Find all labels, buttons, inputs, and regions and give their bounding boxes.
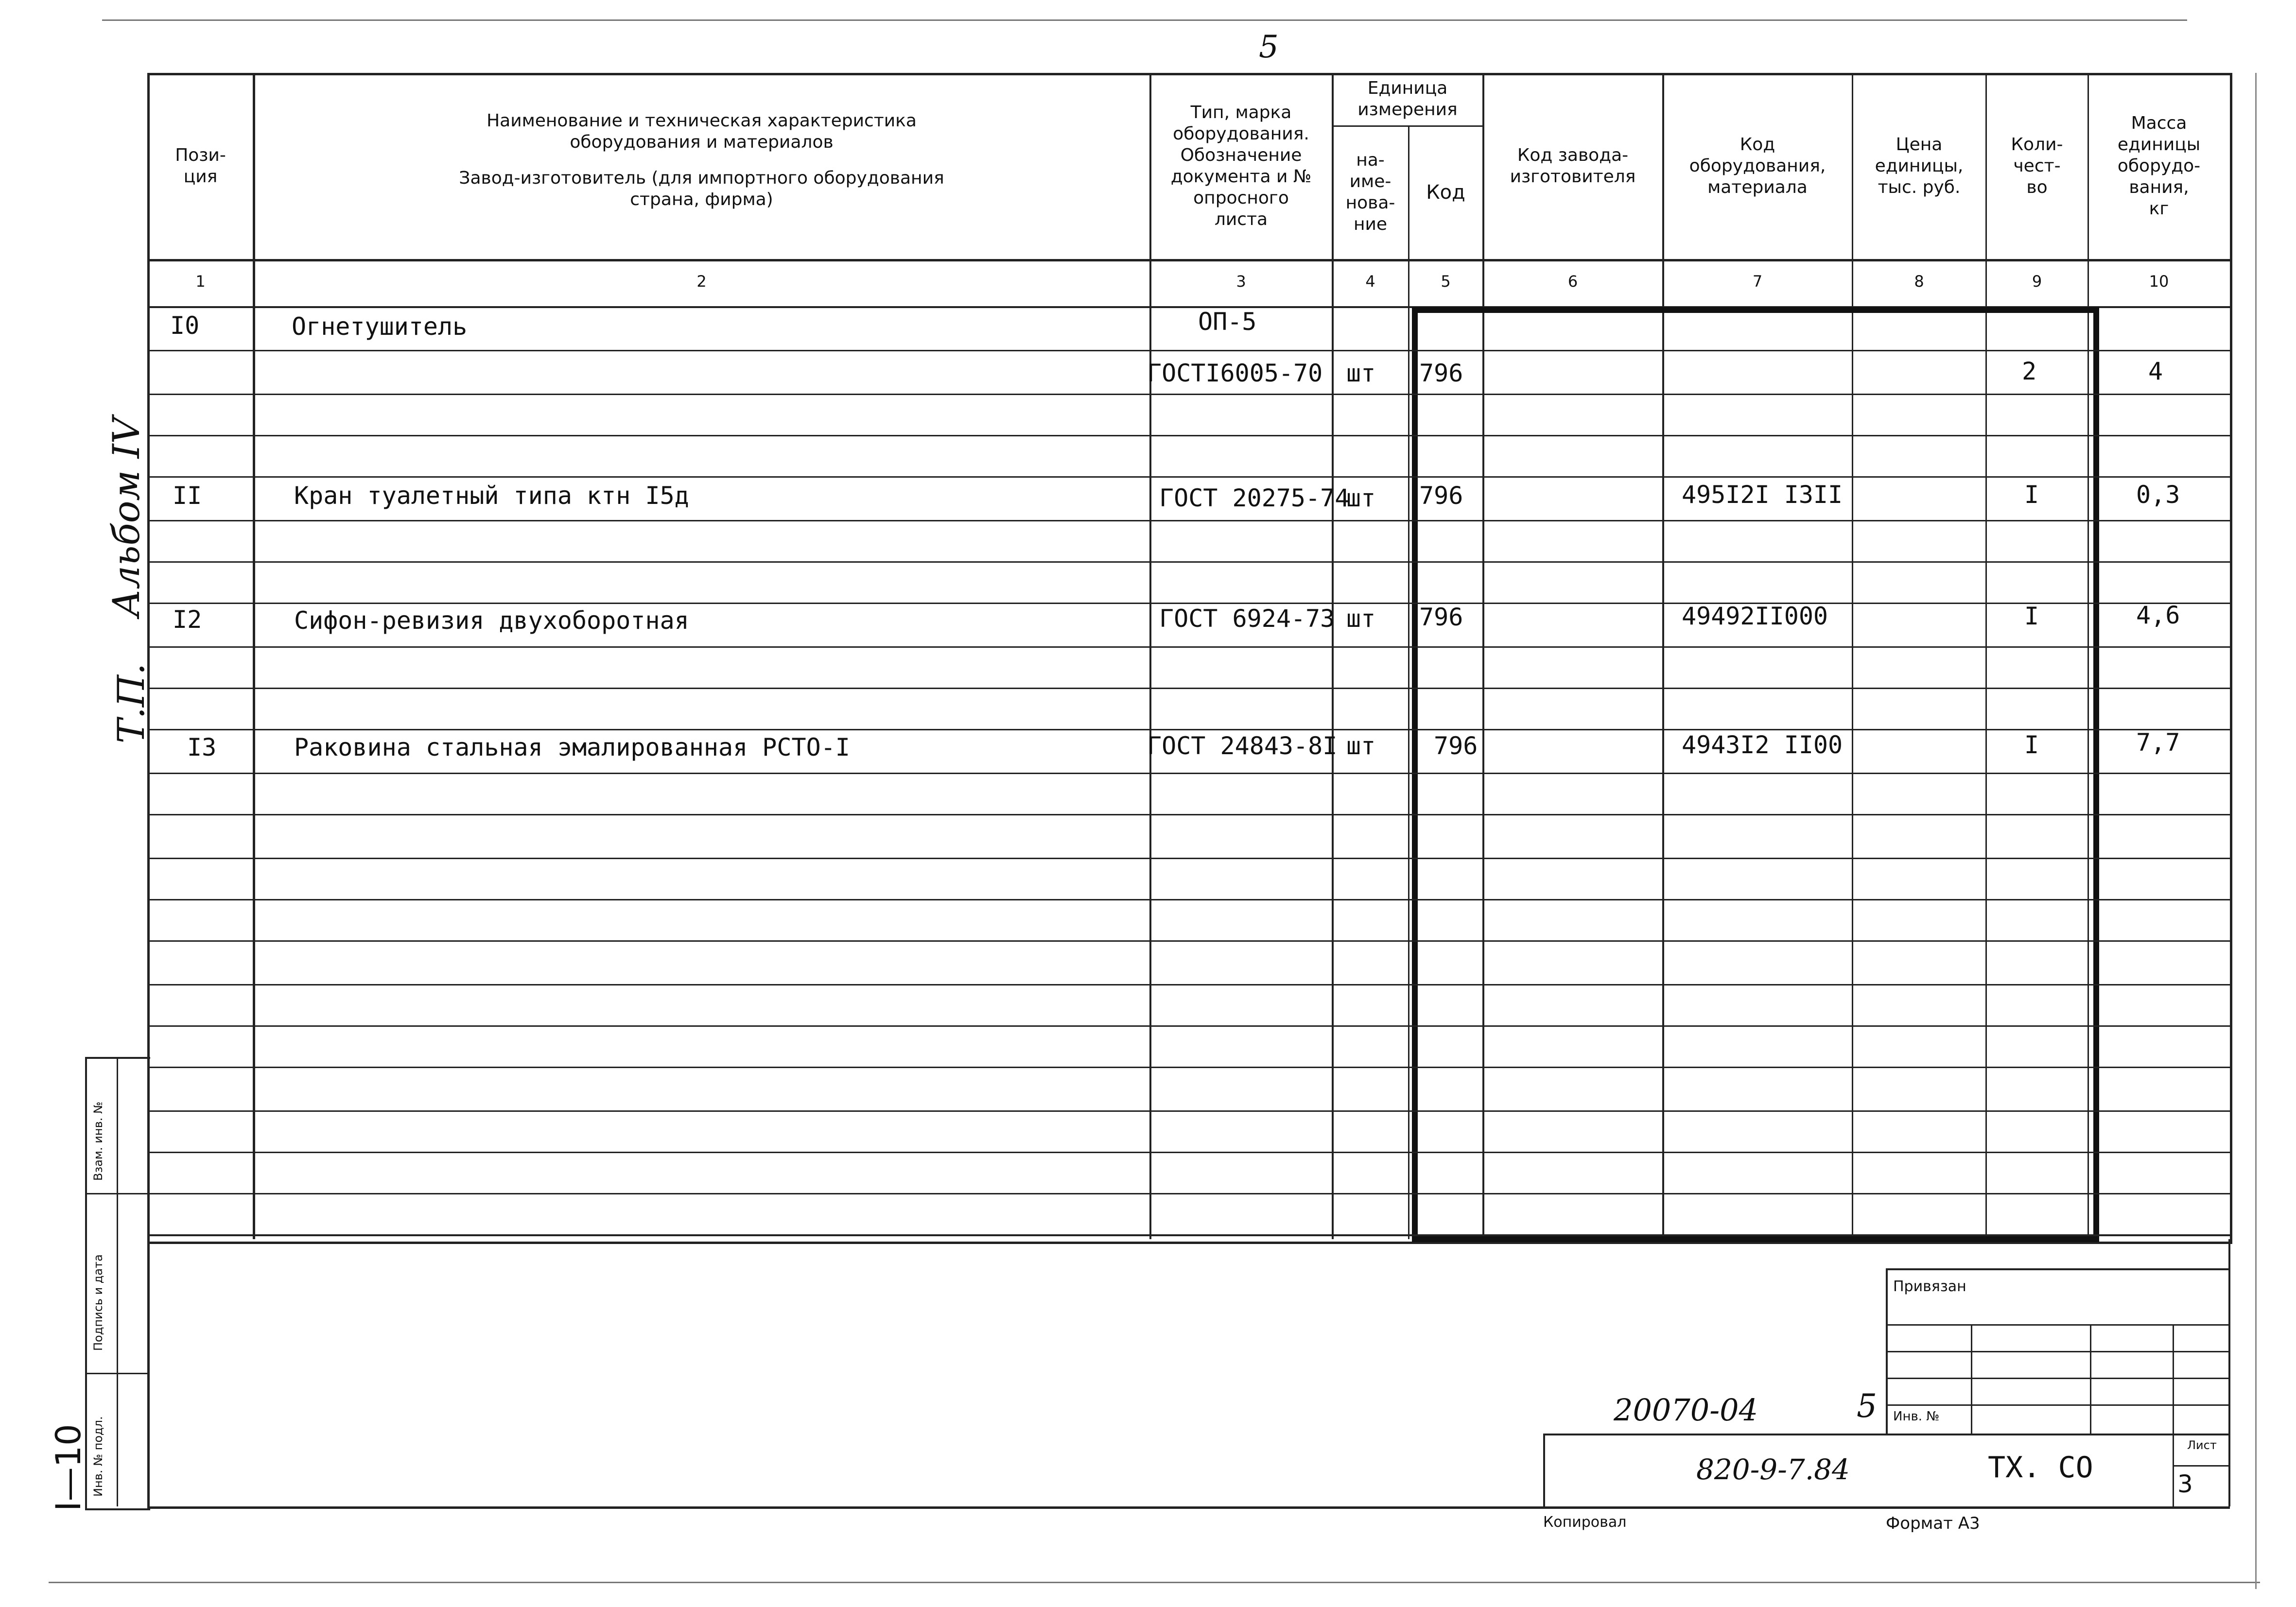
copied-label: Копировал — [1543, 1514, 1627, 1531]
cell-name: Огнетушитель — [292, 312, 468, 341]
cell-type: ОП-5 — [1198, 308, 1257, 336]
page-number: 5 — [1259, 29, 1279, 65]
cell-quantity: 2 — [2022, 357, 2037, 385]
cell-mass: 0,3 — [2136, 481, 2180, 509]
inv-no-label: Инв. № — [1893, 1409, 1940, 1424]
cell-type: ГОСТ 24843-8I — [1147, 732, 1338, 760]
document-mark: ТХ. СО — [1988, 1451, 2093, 1485]
column-number: 5 — [1441, 272, 1451, 291]
cell-code: 796 — [1419, 359, 1463, 387]
column-number: 1 — [195, 272, 206, 291]
column-number: 4 — [1365, 272, 1375, 291]
cell-type: ГОСТ 6924-73 — [1159, 605, 1335, 633]
column-number: 9 — [2032, 272, 2042, 291]
cell-unit: шт — [1346, 732, 1376, 760]
header-unit-group: Единица измерения — [1357, 78, 1458, 120]
cell-type: ГОСТ 20275-74 — [1159, 484, 1350, 512]
stamp-label: Подпись и дата — [91, 1254, 105, 1351]
cell-quantity: I — [2024, 481, 2039, 509]
cell-position: I0 — [170, 311, 200, 340]
header-position: Пози- ция — [175, 145, 226, 187]
header-unit-name: на- име- нова- ние — [1345, 150, 1395, 234]
cell-name: Сифон-ревизия двухоборотная — [294, 606, 689, 635]
stamp-label: Взам. инв. № — [91, 1102, 105, 1181]
cell-unit: шт — [1346, 484, 1376, 512]
column-number: 3 — [1236, 272, 1246, 291]
cell-equipment-code: 495I2I I3II — [1682, 481, 1843, 509]
header-unit-code: Код — [1426, 181, 1465, 204]
cell-quantity: I — [2024, 602, 2039, 630]
cell-mass: 4,6 — [2136, 601, 2180, 629]
cell-unit: шт — [1346, 605, 1376, 633]
cell-position: I2 — [173, 605, 202, 634]
cell-code: 796 — [1419, 482, 1463, 510]
tp-label: Т.П. — [109, 663, 153, 743]
cell-quantity: I — [2024, 731, 2039, 759]
document-code: 820-9-7.84 — [1696, 1453, 1850, 1486]
cell-equipment-code: 49492II000 — [1682, 602, 1828, 630]
cell-position: I3 — [187, 733, 217, 761]
cell-mass: 7,7 — [2136, 728, 2180, 757]
column-number: 6 — [1567, 272, 1578, 291]
cell-code: 796 — [1434, 732, 1478, 760]
cell-mass: 4 — [2148, 357, 2163, 385]
cell-type: ГОСТI6005-70 — [1147, 359, 1323, 387]
cell-name: Кран туалетный типа ктн I5д — [294, 482, 689, 510]
sheet-label: Лист — [2187, 1438, 2217, 1452]
column-number: 7 — [1752, 272, 1763, 291]
column-number: 8 — [1914, 272, 1924, 291]
handwritten-five: 5 — [1857, 1387, 1877, 1425]
column-number: 10 — [2149, 272, 2169, 291]
cell-name: Раковина стальная эмалированная РСТО-I — [294, 733, 850, 761]
header-factory-code: Код завода- изготовителя — [1510, 145, 1636, 187]
cell-unit: шт — [1346, 359, 1376, 387]
series-label: I—10 — [49, 1424, 88, 1511]
cell-equipment-code: 4943I2 II00 — [1682, 731, 1843, 759]
header-mass: Масса единицы оборудо- вания, кг — [2117, 113, 2201, 219]
privyazan-label: Привязан — [1893, 1278, 1966, 1295]
header-quantity: Коли- чест- во — [2011, 134, 2063, 197]
header-price: Цена единицы, тыс. руб. — [1875, 134, 1964, 197]
header-name: Наименование и техническая характеристика оборудования и материалов Завод-изготовитель (для импортного оборудования страна, фирма) — [459, 111, 944, 209]
format-label: Формат А3 — [1886, 1514, 1980, 1533]
album-label: Альбом IV — [104, 417, 148, 617]
stamp-label: Инв. № подл. — [91, 1416, 105, 1497]
cell-position: II — [173, 482, 202, 510]
header-equipment-code: Код оборудования, материала — [1689, 134, 1826, 197]
header-type: Тип, марка оборудования. Обозначение документа и № опросного листа — [1170, 102, 1312, 229]
column-number: 2 — [696, 272, 707, 291]
handwritten-number: 20070-04 — [1614, 1392, 1758, 1428]
cell-code: 796 — [1419, 603, 1463, 631]
sheet-number: 3 — [2177, 1470, 2193, 1498]
